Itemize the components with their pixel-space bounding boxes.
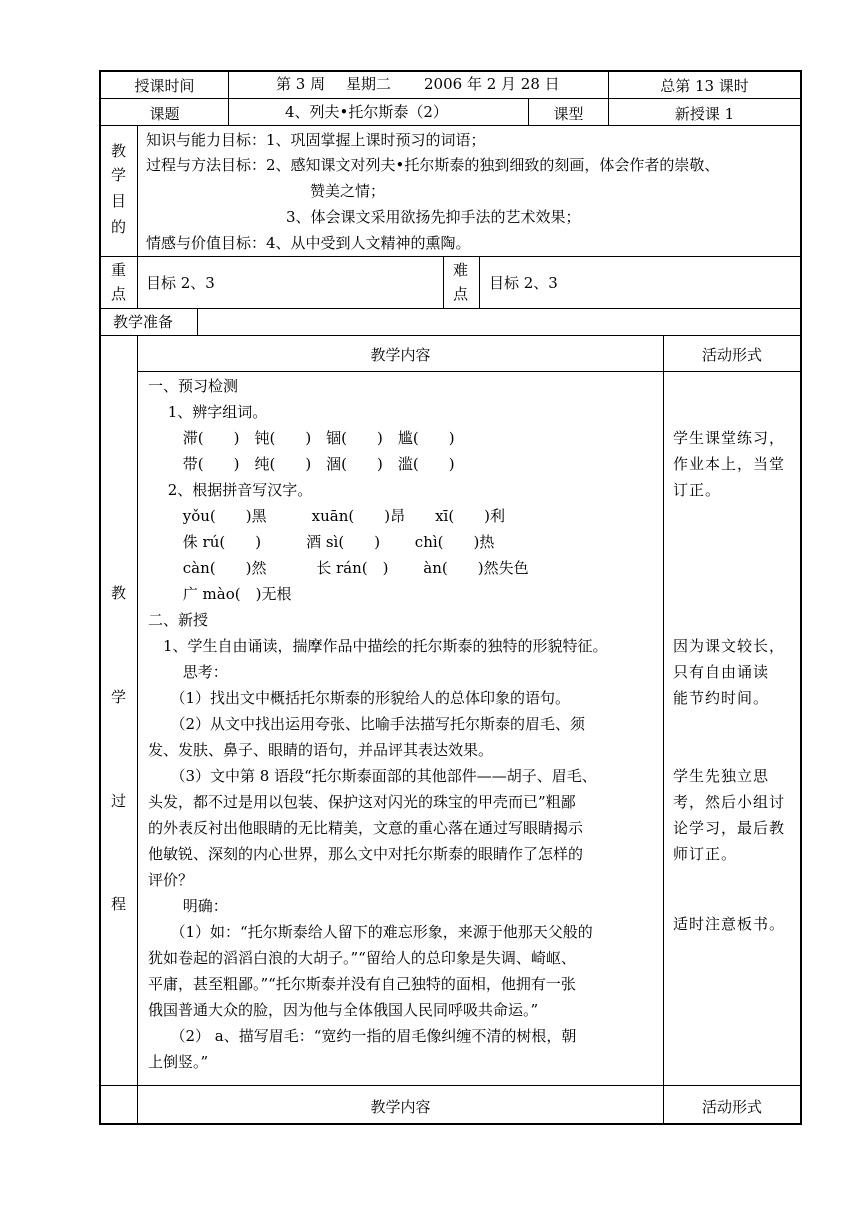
activity-practice — [673, 425, 785, 503]
content-line: 犹如卷起的滔滔白浪的大胡子。”“留给人的总印象是失调、崎岖、 — [148, 949, 576, 967]
activity-line: 考，然后小组讨 — [673, 793, 786, 811]
footer-activity-header: 活动形式 — [701, 1098, 762, 1116]
topic-label: 课题 — [149, 105, 180, 123]
activity-line: 订正。 — [673, 481, 722, 499]
prep-label: 教学准备 — [113, 313, 174, 331]
content-line: 发、发肤、鼻子、眼睛的语句，并品评其表达效果。 — [148, 741, 494, 759]
rule-content-header — [137, 371, 802, 372]
content-line: 侏 rú( ) 酒 sì( ) chì( )热 — [148, 533, 495, 551]
rule-goals — [99, 256, 802, 257]
activity-line: 适时注意板书。 — [673, 915, 786, 933]
content-line: 广 mào( )无根 — [148, 585, 292, 603]
activity-board — [673, 911, 785, 937]
difficult-points-value: 目标 2、3 — [489, 274, 558, 292]
activity-line: 学生课堂练习， — [673, 429, 786, 447]
content-line: 一、预习检测 — [148, 377, 239, 395]
goal-process-cont: 赞美之情； — [310, 182, 386, 200]
rule-prep — [99, 335, 802, 336]
content-line: 头发，都不过是用以包装、保护这对闪光的珠宝的甲壳而已”粗鄙 — [148, 793, 576, 811]
content-header: 教学内容 — [370, 346, 431, 364]
total-lesson-value: 总第 13 课时 — [660, 77, 749, 95]
rule-v-prep — [197, 308, 198, 336]
content-line: 思考： — [148, 663, 228, 681]
content-line: 俄国普通大众的脸，因为他与全体俄国人民同呼吸共命运。” — [148, 1001, 539, 1019]
content-line: 平庸，甚至粗鄙。”“托尔斯泰并没有自己独特的面相，他拥有一张 — [148, 975, 576, 993]
goal-knowledge: 知识与能力目标：1、巩固掌握上课时预习的词语； — [146, 131, 486, 149]
content-line: 1、学生自由诵读，揣摩作品中描绘的托尔斯泰的独特的形貌特征。 — [148, 637, 608, 655]
date-value: 2006 年 2 月 28 日 — [424, 75, 560, 93]
process-label-char: 教 — [111, 584, 127, 602]
content-line: 评价？ — [148, 871, 194, 889]
content-line: （1）如：“托尔斯泰给人留下的难忘形象，来源于他那天父般的 — [148, 923, 593, 941]
difficult-label-char: 点 — [453, 285, 469, 303]
activity-line: 作业本上，当堂 — [673, 455, 786, 473]
goals-label-char: 教 — [111, 142, 127, 160]
lesson-type-value: 新授课 1 — [674, 105, 735, 123]
teaching-time-label: 授课时间 — [134, 77, 195, 95]
content-line: 1、辨字组词。 — [148, 403, 268, 421]
week-value: 第 3 周 — [276, 75, 326, 93]
content-line: yǒu( )黑 xuān( )昂 xī( )利 — [148, 507, 506, 525]
activity-reading — [673, 633, 785, 711]
rule-row1 — [99, 98, 802, 99]
content-line: 二、新授 — [148, 611, 209, 629]
key-points-value: 目标 2、3 — [146, 274, 215, 292]
difficult-label-char: 难 — [453, 261, 469, 279]
rule-v-process-right — [663, 335, 664, 1125]
topic-value: 4、列夫•托尔斯泰（2） — [285, 103, 448, 121]
rule-process-end — [99, 1085, 802, 1086]
content-line: 带( ) 纯( ) 涸( ) 滥( ) — [148, 455, 455, 473]
table-border-top — [99, 70, 802, 72]
activity-line: 因为课文较长， — [673, 637, 786, 655]
weekday-value: 星期二 — [346, 75, 392, 93]
goal-emotion: 情感与价值目标：4、从中受到人文精神的熏陶。 — [146, 234, 471, 252]
content-line: 的外表反衬出他眼睛的无比精美，文意的重心落在通过写眼睛揭示 — [148, 819, 584, 837]
key-label-char: 点 — [111, 285, 127, 303]
goal-process-3: 3、体会课文采用欲扬先抑手法的艺术效果； — [286, 208, 581, 226]
rule-v-row12 — [228, 70, 229, 126]
goals-label-char: 的 — [111, 218, 127, 236]
process-label-char: 过 — [111, 792, 127, 810]
process-label-char: 程 — [111, 895, 127, 913]
process-label-char: 学 — [111, 688, 127, 706]
goals-label-char: 目 — [111, 192, 127, 210]
rule-v-key-b — [479, 256, 480, 309]
table-border-bottom — [99, 1123, 802, 1125]
content-line: 2、根据拼音写汉字。 — [148, 481, 313, 499]
rule-v-goals — [137, 125, 138, 309]
key-label-char: 重 — [111, 261, 127, 279]
content-line: 滞( ) 钝( ) 锢( ) 尴( ) — [148, 429, 455, 447]
content-line: 上倒竖。” — [148, 1053, 209, 1071]
table-border-left — [99, 70, 101, 1125]
content-line: （1）找出文中概括托尔斯泰的形貌给人的总体印象的语句。 — [148, 689, 571, 707]
activity-line: 师订正。 — [673, 845, 738, 863]
rule-v-process-left — [137, 335, 138, 1125]
activity-discussion — [673, 763, 785, 867]
activity-line: 只有自由诵读 — [673, 663, 770, 681]
activity-header: 活动形式 — [701, 346, 762, 364]
rule-v-key-a — [443, 256, 444, 309]
lesson-type-label: 课型 — [553, 105, 584, 123]
process-content — [148, 373, 608, 1075]
content-line: 明确： — [148, 897, 228, 915]
content-line: （2）从文中找出运用夸张、比喻手法描写托尔斯泰的眉毛、须 — [148, 715, 586, 733]
content-line: （3）文中第 8 语段“托尔斯泰面部的其他部件——胡子、眉毛、 — [148, 767, 597, 785]
table-border-right — [800, 70, 802, 1125]
rule-row2 — [99, 125, 802, 126]
activity-line: 能节约时间。 — [673, 689, 770, 707]
activity-line: 学生先独立思 — [673, 767, 770, 785]
content-line: （2） a、描写眉毛：“宽约一指的眉毛像纠缠不清的树根，朝 — [148, 1027, 577, 1045]
goal-process: 过程与方法目标：2、感知课文对列夫•托尔斯泰的独到细致的刻画，体会作者的崇敬、 — [146, 156, 720, 174]
content-line: 他敏锐、深刻的内心世界，那么文中对托尔斯泰的眼睛作了怎样的 — [148, 845, 584, 863]
footer-content-header: 教学内容 — [370, 1098, 431, 1116]
rule-keypoints — [99, 308, 802, 309]
goals-label-char: 学 — [111, 166, 127, 184]
activity-line: 论学习，最后教 — [673, 819, 786, 837]
content-line: càn( )然 长 rán( ) àn( )然失色 — [148, 559, 529, 577]
